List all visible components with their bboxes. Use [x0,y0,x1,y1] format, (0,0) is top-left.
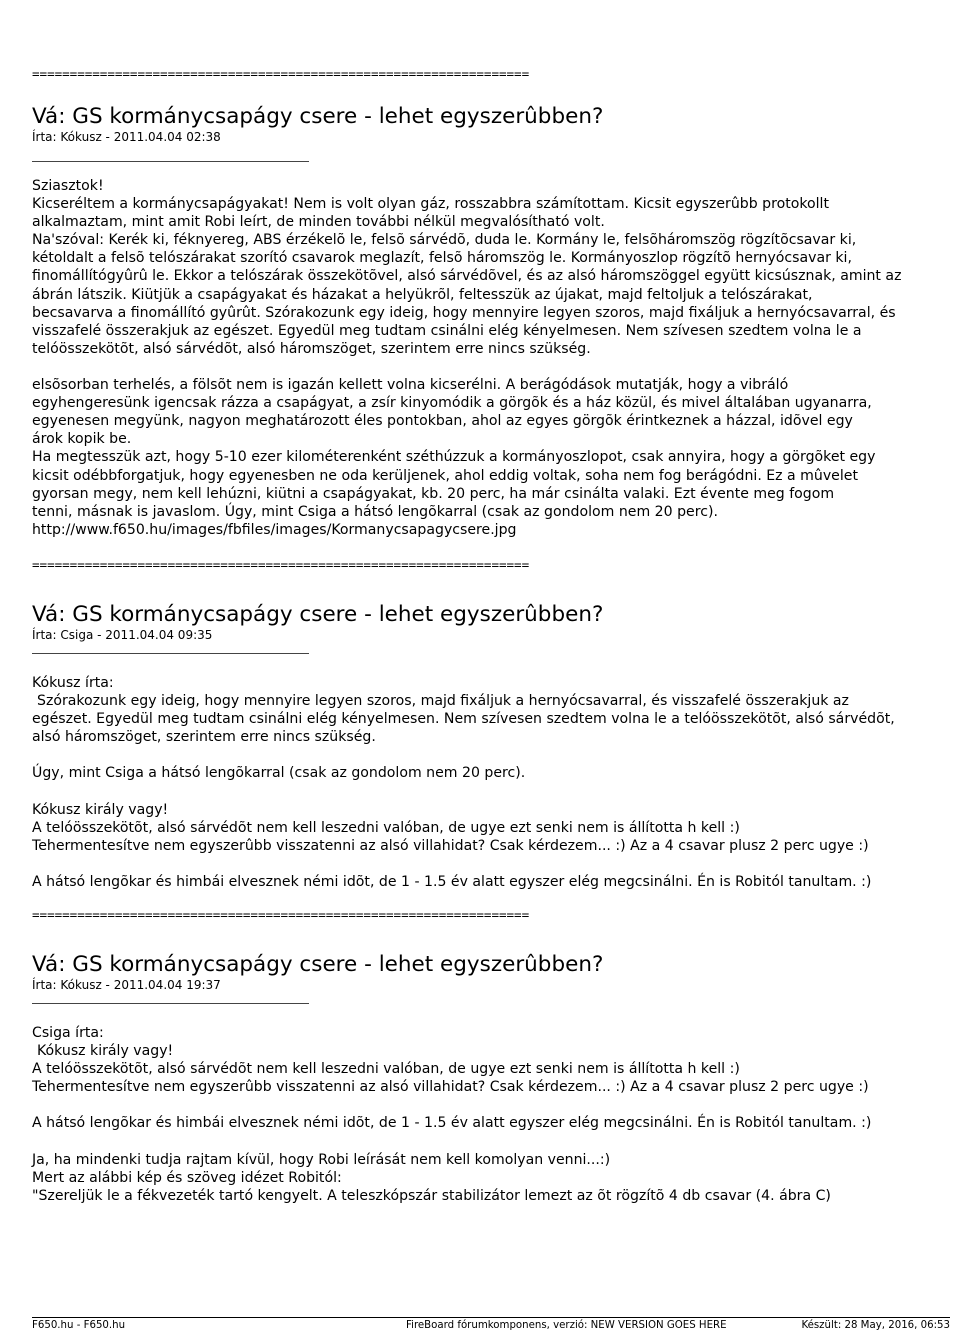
post-title: Vá: GS kormánycsapágy csere - lehet egyszerûbben? [32,104,604,129]
post-line: finomállítógyûrû le. Ekkor a telószárak összekötõvel, alsó sárvédõvel, és az alsó háromszöggel együtt kicsúsznak, amint az [32,268,902,285]
blank-line [32,746,950,764]
post-meta: Írta: Csiga - 2011.04.04 09:35 [32,627,213,642]
blank-line [32,358,950,376]
post-line: Tehermentesítve nem egyszerûbb visszatenni az alsó villahidat? Csak kérdezem... :) Az a 4 csavar plusz 2 perc ugye :) [32,837,869,854]
post-line: alkalmaztam, mint amit Robi leírt, de minden további nélkül megvalósítható volt. [32,214,605,231]
page-footer [32,1317,950,1332]
quote-text: egészet. Egyedül meg tudtam csinálni elég kényelmesen. Nem szívesen szedtem volna le a telóösszekötõt, alsó sárvédõt, [32,711,895,728]
post-line: ábrán látszik. Kiütjük a csapágyakat és házakat a helyükrõl, feltesszük az újakat, majd feltoljuk a telószárakat, [32,286,813,303]
quote-text: Úgy, mint Csiga a hátsó lengõkarral (csak az gondolom nem 20 perc). [32,765,526,782]
post-line: egyhengeresünk igencsak rázza a csapágyat, a zsír kinyomódik a görgõk és a ház közül, és mivel általában ugyanarra, [32,395,872,412]
blank-line [32,1133,950,1151]
forum-post [32,907,950,1205]
post-line: becsavarva a finomállító gyûrût. Szórakozunk egy ideig, hogy mennyire legyen szoros, majd fixáljuk a hernyócsavarral, és [32,304,896,321]
post-line: telóösszekötõt, alsó sárvédõt, alsó háromszöget, szerintem erre nincs szükség. [32,340,591,357]
blank-line [32,855,950,873]
post-line: Ha megtesszük azt, hogy 5-10 ezer kilométerenként széthúzzuk a kormányoszlopot, csak annyira, hogy a görgõket egy [32,449,876,466]
post-line: A telóösszekötõt, alsó sárvédõt nem kell leszedni valóban, de ugye ezt senki nem is állította h kell :) [32,819,740,836]
footer-timestamp: Készült: 28 May, 2016, 06:53 [801,1320,950,1331]
post-title: Vá: GS kormánycsapágy csere - lehet egyszerûbben? [32,952,604,977]
post-line: kétoldalt a felsõ telószárakat szorító csavarok meglazít, felsõ háromszög le. Kormányoszlop rögzítõ hernyócsavar ki, [32,250,852,267]
post-line: egyenesen megyünk, nagyon meghatározott éles pontokban, ahol az egyes görgõk érintkeznek a házzal, idõvel egy [32,413,853,430]
blank-line [32,782,950,800]
post-line: árok kopik be. [32,431,132,448]
post-line: Na'szóval: Kerék ki, féknyereg, ABS érzékelõ le, felsõ sárvédõ, duda le. Kormány le, felsõháromszög rögzítõcsavar ki, [32,232,857,249]
post-line: gyorsan megy, nem kell lehúzni, kiütni a csapágyakat, kb. 20 perc, ha már csinálta valaki. Ezt évente meg fogom [32,485,835,502]
footer-credit: FireBoard fórumkomponens, verzió: NEW VERSION GOES HERE [406,1320,727,1331]
post-line: Mert az alábbi kép és szöveg idézet Robitól: [32,1169,342,1186]
quote-author: Csiga írta: [32,1025,104,1041]
forum-post [32,66,950,539]
quote-text: A telóösszekötõt, alsó sárvédõt nem kell leszedni valóban, de ugye ezt senki nem is állította h kell :) [32,1061,740,1078]
quote-text: alsó háromszöget, szerintem erre nincs szükség. [32,729,376,746]
post-line: "Szereljük le a fékvezeték tartó kengyelt. A teleszkópszár stabilizátor lemezt az õt rögzítõ 4 db csavar (4. ábra C) [32,1187,831,1204]
forum-post [32,557,950,891]
quote-author: Kókusz írta: [32,674,114,691]
page-content [32,66,950,1205]
post-line: elsõsorban terhelés, a fölsõt nem is igazán kellett volna kicserélni. A berágódások mutatják, hogy a vibráló [32,377,789,394]
quote-text: Szórakozunk egy ideig, hogy mennyire legyen szoros, majd fixáljuk a hernyócsavarral, és visszafelé összerakjuk az [37,692,849,709]
post-line: Ja, ha mindenki tudja rajtam kívül, hogy Robi leírását nem kell komolyan venni...:) [32,1151,611,1168]
post-body [32,1024,950,1205]
post-line: tenni, másnak is javaslom. Úgy, mint Csiga a hátsó lengõkarral (csak az gondolom nem 20 perc). [32,503,718,520]
post-line: http://www.f650.hu/images/fbfiles/images/Kormanycsapagycsere.jpg [32,521,517,538]
post-line: Sziasztok! [32,178,104,194]
post-body [32,674,950,891]
separator-line: ================================================================== [32,556,530,572]
post-title: Vá: GS kormánycsapágy csere - lehet egyszerûbben? [32,601,604,627]
post-meta: Írta: Kókusz - 2011.04.04 19:37 [32,978,221,992]
quote-text: Tehermentesítve nem egyszerûbb visszatenni az alsó villahidat? Csak kérdezem... :) Az a 4 csavar plusz 2 perc ugye :) [32,1079,869,1096]
post-line: kicsit odébbforgatjuk, hogy egyenesben ne oda kerüljenek, ahol eddig voltak, soha nem fog berágódni. Ez a mûvelet [32,467,858,484]
blank-line [32,1096,950,1114]
post-line: Kicseréltem a kormánycsapágyakat! Nem is volt olyan gáz, rosszabbra számítottam. Kicsit egyszerûbb protokollt [32,196,829,213]
post-line: A hátsó lengõkar és himbái elvesznek némi idõt, de 1 - 1.5 év alatt egyszer elég megcsinálni. Én is Robitól tanultam. :) [32,873,872,890]
post-line: visszafelé összerakjuk az egészet. Egyedül meg tudtam csinálni elég kényelmesen. Nem szívesen szedtem volna le a [32,322,862,339]
separator-line: ================================================================== [32,907,530,922]
separator-line: ================================================================== [32,66,530,81]
quote-text: A hátsó lengõkar és himbái elvesznek némi idõt, de 1 - 1.5 év alatt egyszer elég megcsinálni. Én is Robitól tanultam. :) [32,1115,872,1132]
post-body [32,177,950,539]
post-meta: Írta: Kókusz - 2011.04.04 02:38 [32,130,221,144]
post-line: Kókusz király vagy! [32,801,169,818]
footer-site: F650.hu - F650.hu [32,1320,126,1331]
quote-text: Kókusz király vagy! [37,1043,174,1060]
